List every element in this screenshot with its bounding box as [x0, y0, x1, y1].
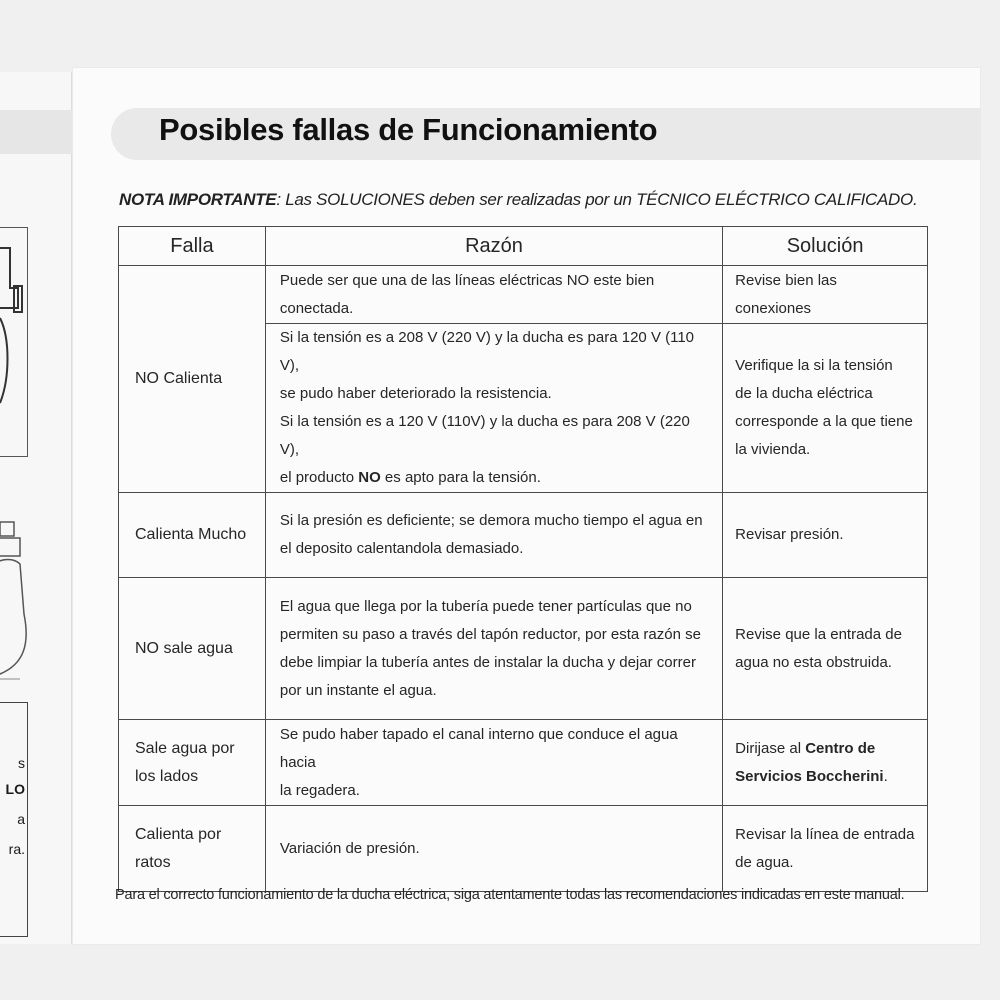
solucion-cell	[723, 806, 928, 892]
razon-line	[280, 464, 710, 492]
solucion-text: .	[883, 767, 888, 785]
falla-cell	[119, 806, 266, 892]
razon-line: permiten su paso a través del tapón reductor, por esta razón se	[279, 625, 701, 643]
note-label: NOTA IMPORTANTE	[119, 190, 277, 209]
falla-text: Calienta Mucho	[135, 526, 247, 543]
left-fragment-text: LO	[5, 781, 25, 797]
razon-line: la regadera.	[279, 781, 360, 799]
column-header-falla: Falla	[119, 227, 266, 266]
razon-cell	[265, 720, 722, 806]
razon-cell	[265, 266, 722, 324]
column-header-razon: Razón	[265, 227, 722, 266]
left-page-fragment	[0, 72, 72, 944]
left-page-header-band	[0, 110, 72, 154]
razon-line: El agua que llega por la tubería puede tener partículas que no	[279, 597, 692, 615]
falla-cell	[119, 493, 266, 578]
solucion-line: agua no esta obstruida.	[735, 653, 892, 671]
razon-line: debe limpiar la tubería antes de instalar la ducha y dejar correr	[279, 653, 696, 671]
table-row	[119, 720, 928, 806]
solucion-cell	[723, 266, 928, 324]
razon-emphasis: NO	[358, 469, 381, 486]
razon-text: Variación de presión.	[279, 839, 420, 857]
table-row	[119, 578, 928, 720]
note-separator: :	[276, 190, 281, 209]
shower-head-illustration	[0, 504, 38, 724]
razon-text: Puede ser que una de las líneas eléctricas NO este bien conectada.	[279, 271, 655, 317]
razon-line: Si la presión es deficiente; se demora mucho tiempo el agua en	[279, 512, 703, 529]
falla-line: ratos	[135, 853, 171, 871]
falla-text: NO Calienta	[135, 370, 223, 387]
razon-text: es apto para la tensión.	[380, 469, 541, 486]
footer-note: Para el correcto funcionamiento de la ducha eléctrica, siga atentamente todas las recomendaciones indicadas en este manual.	[115, 887, 905, 903]
solucion-line: Verifique la si la tensión	[735, 357, 893, 374]
page-title: Posibles fallas de Funcionamiento	[159, 112, 658, 147]
important-note	[119, 190, 917, 210]
left-fragment-text: ra.	[8, 841, 25, 857]
table-header-row	[119, 227, 928, 266]
solucion-text: Revisar presión.	[735, 526, 844, 543]
razon-line: por un instante el agua.	[279, 681, 437, 699]
falla-cell	[119, 720, 266, 806]
razon-cell	[265, 324, 722, 493]
razon-cell	[265, 578, 722, 720]
service-center-name: Centro de	[805, 739, 876, 757]
solucion-line	[735, 735, 915, 763]
falla-line: Calienta por	[135, 825, 222, 843]
solucion-line: Revisar la línea de entrada	[735, 825, 915, 843]
falla-text: NO sale agua	[135, 639, 233, 657]
solucion-line: de agua.	[735, 853, 794, 871]
table-row	[119, 493, 928, 578]
left-fragment-text: a	[17, 811, 25, 827]
razon-line: Si la tensión es a 120 V (110V) y la ducha es para 208 V (220 V),	[279, 413, 690, 458]
razon-cell	[265, 493, 722, 578]
solucion-cell	[723, 493, 928, 578]
note-text: Las SOLUCIONES deben ser realizadas por un TÉCNICO ELÉCTRICO CALIFICADO.	[285, 190, 918, 209]
column-header-solucion: Solución	[723, 227, 928, 266]
service-center-name: Servicios Boccherini	[735, 767, 884, 785]
falla-line: Sale agua por	[135, 739, 235, 757]
solucion-line: corresponde a la que tiene	[735, 413, 913, 430]
solucion-line: la vivienda.	[735, 441, 811, 458]
left-fragment-text: s	[18, 755, 25, 771]
falla-cell	[119, 578, 266, 720]
solucion-text: Dirijase al	[735, 739, 806, 757]
falla-line: los lados	[135, 767, 199, 785]
table-row	[119, 806, 928, 892]
manual-page	[73, 68, 980, 944]
razon-text: el producto	[279, 469, 359, 486]
razon-line: Se pudo haber tapado el canal interno que conduce el agua hacia	[279, 725, 678, 771]
table-row	[119, 266, 928, 324]
solucion-line: de la ducha eléctrica	[735, 385, 873, 402]
falla-cell	[119, 266, 266, 493]
razon-cell	[265, 806, 722, 892]
razon-line: el deposito calentandola demasiado.	[279, 540, 524, 557]
solucion-line: Revise que la entrada de	[735, 625, 902, 643]
solucion-cell	[723, 324, 928, 493]
solucion-cell	[723, 720, 928, 806]
left-page-text-box	[0, 702, 28, 937]
solucion-line	[735, 763, 915, 791]
solucion-cell	[723, 578, 928, 720]
razon-line: se pudo haber deteriorado la resistencia.	[279, 385, 552, 402]
razon-line: Si la tensión es a 208 V (220 V) y la ducha es para 120 V (110 V),	[279, 329, 695, 374]
troubleshooting-table	[118, 226, 928, 892]
pipe-illustration	[0, 227, 28, 457]
solucion-text: Revise bien las conexiones	[735, 271, 837, 317]
